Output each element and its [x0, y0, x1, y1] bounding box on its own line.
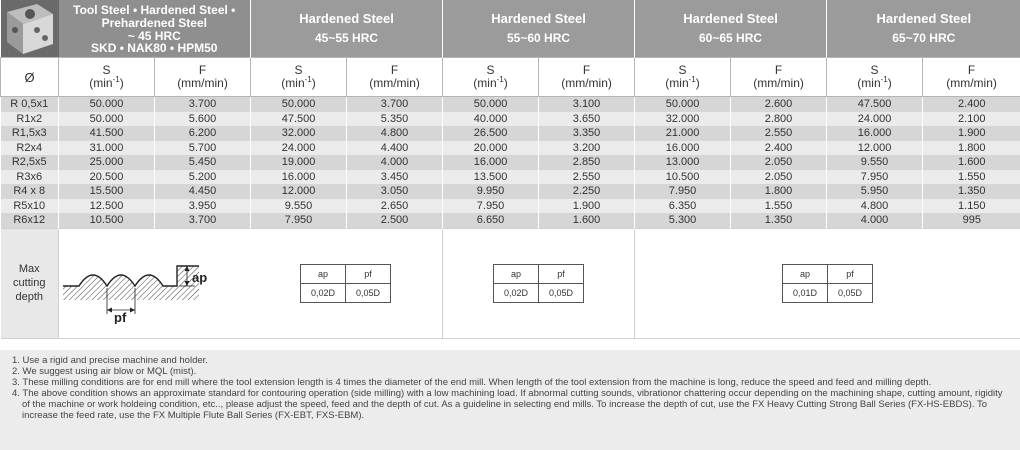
- speed-value-cell: 24.000: [827, 112, 923, 127]
- feed-value-cell: 5.200: [155, 170, 251, 185]
- material-group-toolsteel: [1, 0, 251, 58]
- tool-size-cell: R3x6: [1, 170, 59, 185]
- tool-size-cell: R2x4: [1, 141, 59, 156]
- material-line1: Tool Steel • Hardened Steel •: [73, 2, 236, 17]
- group-title: Hardened Steel: [876, 11, 972, 26]
- speed-value-cell: 6.650: [443, 213, 539, 228]
- feed-header: [539, 58, 635, 97]
- feed-value-cell: 1.900: [539, 199, 635, 214]
- speed-value-cell: 7.950: [443, 199, 539, 214]
- tool-size-cell: R1,5x3: [1, 126, 59, 141]
- feed-value-cell: 2.650: [347, 199, 443, 214]
- unit-exponent: -1: [112, 75, 120, 84]
- feed-value-cell: 1.550: [923, 170, 1020, 185]
- speed-header: [59, 58, 155, 97]
- speed-value-cell: 7.950: [251, 213, 347, 228]
- diagram-pf-label: pf: [114, 310, 127, 324]
- table-row: [1, 97, 1020, 112]
- speed-value-cell: 41.500: [59, 126, 155, 141]
- speed-value-cell: 4.800: [827, 199, 923, 214]
- pf-header: pf: [539, 264, 584, 283]
- pf-header: pf: [346, 264, 391, 283]
- speed-value-cell: 6.350: [635, 199, 731, 214]
- feed-value-cell: 4.450: [155, 184, 251, 199]
- speed-value-cell: 12.500: [59, 199, 155, 214]
- feed-value-cell: 2.050: [731, 155, 827, 170]
- feed-value-cell: 1.350: [923, 184, 1020, 199]
- material-group-65-70: [827, 0, 1020, 58]
- unit-exponent: -1: [880, 75, 888, 84]
- speed-value-cell: 20.000: [443, 141, 539, 156]
- feed-header: [347, 58, 443, 97]
- feed-value-cell: 1.600: [539, 213, 635, 228]
- speed-header: [827, 58, 923, 97]
- unit-base: (min: [281, 76, 305, 90]
- unit-base: (min: [89, 76, 113, 90]
- feed-unit: (mm/min): [753, 76, 804, 90]
- unit-base: (min: [473, 76, 497, 90]
- usage-notes: [0, 350, 1020, 450]
- tool-size-cell: R2,5x5: [1, 155, 59, 170]
- speed-label: S: [294, 63, 303, 77]
- feed-value-cell: 2.500: [347, 213, 443, 228]
- hardness-line: ~ 45 HRC: [127, 28, 181, 43]
- feed-value-cell: 2.400: [731, 141, 827, 156]
- feed-label: F: [967, 63, 976, 77]
- feed-value-cell: 2.850: [539, 155, 635, 170]
- feed-value-cell: 1.350: [731, 213, 827, 228]
- table-row: [1, 112, 1020, 127]
- label-line: cutting: [13, 277, 46, 289]
- group-hardness: 60~65 HRC: [699, 31, 763, 45]
- group-hardness: 65~70 HRC: [892, 31, 956, 45]
- speed-value-cell: 4.000: [827, 213, 923, 228]
- table-row: [1, 155, 1020, 170]
- pf-value: 0,05D: [828, 283, 873, 302]
- speed-label: S: [486, 63, 495, 77]
- speed-value-cell: 13.500: [443, 170, 539, 185]
- ap-header: ap: [783, 264, 828, 283]
- speed-value-cell: 10.500: [635, 170, 731, 185]
- group-title: Hardened Steel: [491, 11, 586, 26]
- speed-value-cell: 50.000: [635, 97, 731, 112]
- grade-line: SKD • NAK80 • HPM50: [91, 40, 218, 55]
- feed-value-cell: 4.800: [347, 126, 443, 141]
- unit-exponent: -1: [688, 75, 696, 84]
- cutting-profile-diagram: [59, 242, 209, 324]
- speed-label: S: [678, 63, 687, 77]
- speed-value-cell: 9.550: [251, 199, 347, 214]
- speed-value-cell: 15.500: [59, 184, 155, 199]
- speed-value-cell: 50.000: [443, 97, 539, 112]
- header-row-materials: [1, 0, 1020, 58]
- feed-value-cell: 3.450: [347, 170, 443, 185]
- feed-value-cell: 2.550: [731, 126, 827, 141]
- table-row: [1, 184, 1020, 199]
- ap-header: ap: [301, 264, 346, 283]
- note-item: 2. We suggest using air blow or MQL (mist).: [12, 366, 197, 377]
- ap-value: 0,02D: [301, 283, 346, 302]
- speed-header: [443, 58, 539, 97]
- unit-close: ): [119, 76, 124, 90]
- pf-header: pf: [828, 264, 873, 283]
- feed-value-cell: 3.050: [347, 184, 443, 199]
- speed-header: [635, 58, 731, 97]
- table-row: [1, 199, 1020, 214]
- depth-box-1: [300, 264, 391, 303]
- speed-value-cell: 5.300: [635, 213, 731, 228]
- unit-close: ): [311, 76, 316, 90]
- material-group-45-55: [251, 0, 443, 58]
- feed-value-cell: 2.400: [923, 97, 1020, 112]
- group-hardness: 55~60 HRC: [507, 31, 571, 45]
- pf-value: 0,05D: [539, 283, 584, 302]
- unit-exponent: -1: [496, 75, 504, 84]
- speed-value-cell: 32.000: [251, 126, 347, 141]
- feed-label: F: [582, 63, 591, 77]
- feed-value-cell: 2.550: [539, 170, 635, 185]
- unit-close: ): [695, 76, 700, 90]
- feed-value-cell: 4.400: [347, 141, 443, 156]
- speed-value-cell: 16.000: [635, 141, 731, 156]
- note-item: 4. The above condition shows an approximate standard for contouring operation (side milling) with a low machining load. If abnormal cutting sounds, vibrationor chattering occur depending on the machining shape, cutting amount, rigidity of the machine or work holdeing condition, etc.., please adjust the speed, feed and the depth of cut. As a guideline in selecting end mills. To increase the depth of cut, use the FX Heavy Cutting Strong Ball Series (FX-HS-EBDS). To increase the feed rate, use the FX Multiple Flute Ball Series (FX-EBT, FXS-EBM).: [12, 388, 1003, 421]
- table-row: [1, 170, 1020, 185]
- feed-value-cell: 1.900: [923, 126, 1020, 141]
- pf-value: 0,05D: [346, 283, 391, 302]
- max-cutting-cell-1: [59, 228, 443, 338]
- speed-value-cell: 9.950: [443, 184, 539, 199]
- feed-value-cell: 5.600: [155, 112, 251, 127]
- speed-value-cell: 50.000: [59, 112, 155, 127]
- material-line2: Prehardened Steel: [101, 15, 207, 30]
- speed-value-cell: 7.950: [827, 170, 923, 185]
- tool-size-cell: R 0,5x1: [1, 97, 59, 112]
- diameter-header: Ø: [1, 58, 59, 97]
- feed-value-cell: 2.600: [731, 97, 827, 112]
- feed-value-cell: 6.200: [155, 126, 251, 141]
- feed-unit: (mm/min): [177, 76, 228, 90]
- speed-unit: [635, 77, 730, 90]
- material-group-55-60: [443, 0, 635, 58]
- speed-unit: [59, 77, 154, 90]
- speed-value-cell: 5.950: [827, 184, 923, 199]
- ap-value: 0,01D: [783, 283, 828, 302]
- unit-close: ): [503, 76, 508, 90]
- speed-value-cell: 12.000: [827, 141, 923, 156]
- table-row: [1, 141, 1020, 156]
- speed-value-cell: 31.000: [59, 141, 155, 156]
- table-row: [1, 213, 1020, 228]
- speed-value-cell: 16.000: [443, 155, 539, 170]
- feed-unit: (mm/min): [561, 76, 612, 90]
- header-row-units: [1, 58, 1020, 97]
- speed-value-cell: 50.000: [251, 97, 347, 112]
- max-cutting-cell-2: [443, 228, 635, 338]
- feed-value-cell: 2.250: [539, 184, 635, 199]
- unit-base: (min: [665, 76, 689, 90]
- note-item: 3. These milling conditions are for end mill where the tool extension length is 4 times the diameter of the end mill. When length of the tool extension from the machine is long, reduce the speed and feed and milling depth.: [12, 377, 932, 388]
- speed-value-cell: 21.000: [635, 126, 731, 141]
- speed-value-cell: 32.000: [635, 112, 731, 127]
- ap-header: ap: [494, 264, 539, 283]
- feed-unit: (mm/min): [369, 76, 420, 90]
- feed-value-cell: 5.700: [155, 141, 251, 156]
- diagram-ap-label: ap: [192, 270, 208, 285]
- feed-value-cell: 3.650: [539, 112, 635, 127]
- feed-value-cell: 1.600: [923, 155, 1020, 170]
- feed-header: [923, 58, 1020, 97]
- speed-value-cell: 25.000: [59, 155, 155, 170]
- unit-close: ): [887, 76, 892, 90]
- speed-unit: [443, 77, 538, 90]
- feed-value-cell: 2.050: [731, 170, 827, 185]
- feed-label: F: [774, 63, 783, 77]
- group-title: Hardened Steel: [683, 11, 778, 26]
- label-line: Max: [18, 263, 40, 275]
- data-rows: [1, 97, 1020, 229]
- tool-size-cell: R1x2: [1, 112, 59, 127]
- feed-value-cell: 3.700: [155, 213, 251, 228]
- feed-value-cell: 1.550: [731, 199, 827, 214]
- speed-value-cell: 20.500: [59, 170, 155, 185]
- depth-box-3: [782, 264, 873, 303]
- speed-header: [251, 58, 347, 97]
- feed-label: F: [390, 63, 399, 77]
- unit-exponent: -1: [304, 75, 312, 84]
- feed-value-cell: 3.350: [539, 126, 635, 141]
- label-line: depth: [15, 291, 44, 303]
- feed-value-cell: 3.700: [347, 97, 443, 112]
- speed-label: S: [102, 63, 111, 77]
- group-title: Hardened Steel: [299, 11, 394, 26]
- feed-value-cell: 5.450: [155, 155, 251, 170]
- max-cutting-depth-label: [1, 228, 59, 338]
- speed-value-cell: 13.000: [635, 155, 731, 170]
- speed-value-cell: 47.500: [827, 97, 923, 112]
- speed-value-cell: 50.000: [59, 97, 155, 112]
- feed-value-cell: 1.800: [731, 184, 827, 199]
- feed-value-cell: 3.100: [539, 97, 635, 112]
- tool-size-cell: R5x10: [1, 199, 59, 214]
- speed-value-cell: 40.000: [443, 112, 539, 127]
- speed-label: S: [870, 63, 879, 77]
- tool-size-cell: R6x12: [1, 213, 59, 228]
- max-cutting-depth-row: [1, 228, 1020, 338]
- depth-box-2: [493, 264, 584, 303]
- material-group-60-65: [635, 0, 827, 58]
- table-row: [1, 126, 1020, 141]
- speed-value-cell: 10.500: [59, 213, 155, 228]
- feed-value-cell: 3.200: [539, 141, 635, 156]
- speed-value-cell: 9.550: [827, 155, 923, 170]
- feed-header: [731, 58, 827, 97]
- group-hardness: 45~55 HRC: [315, 31, 379, 45]
- feed-value-cell: 1.800: [923, 141, 1020, 156]
- speed-value-cell: 19.000: [251, 155, 347, 170]
- endmill-logo-icon: [1, 0, 59, 57]
- speed-unit: [827, 77, 922, 90]
- unit-base: (min: [857, 76, 881, 90]
- note-item: 1. Use a rigid and precise machine and holder.: [12, 355, 208, 366]
- feed-unit: (mm/min): [946, 76, 997, 90]
- speed-value-cell: 47.500: [251, 112, 347, 127]
- feed-label: F: [198, 63, 207, 77]
- feed-value-cell: 2.100: [923, 112, 1020, 127]
- feed-value-cell: 4.000: [347, 155, 443, 170]
- feed-value-cell: 2.800: [731, 112, 827, 127]
- tool-size-cell: R4 x 8: [1, 184, 59, 199]
- speed-value-cell: 26.500: [443, 126, 539, 141]
- max-cutting-cell-3: [635, 228, 1020, 338]
- feed-value-cell: 995: [923, 213, 1020, 228]
- feed-value-cell: 5.350: [347, 112, 443, 127]
- feed-value-cell: 1.150: [923, 199, 1020, 214]
- feed-value-cell: 3.700: [155, 97, 251, 112]
- feed-header: [155, 58, 251, 97]
- speed-value-cell: 16.000: [251, 170, 347, 185]
- speed-value-cell: 24.000: [251, 141, 347, 156]
- speed-value-cell: 16.000: [827, 126, 923, 141]
- speed-unit: [251, 77, 346, 90]
- feed-value-cell: 3.950: [155, 199, 251, 214]
- ap-value: 0,02D: [494, 283, 539, 302]
- speed-value-cell: 12.000: [251, 184, 347, 199]
- speed-value-cell: 7.950: [635, 184, 731, 199]
